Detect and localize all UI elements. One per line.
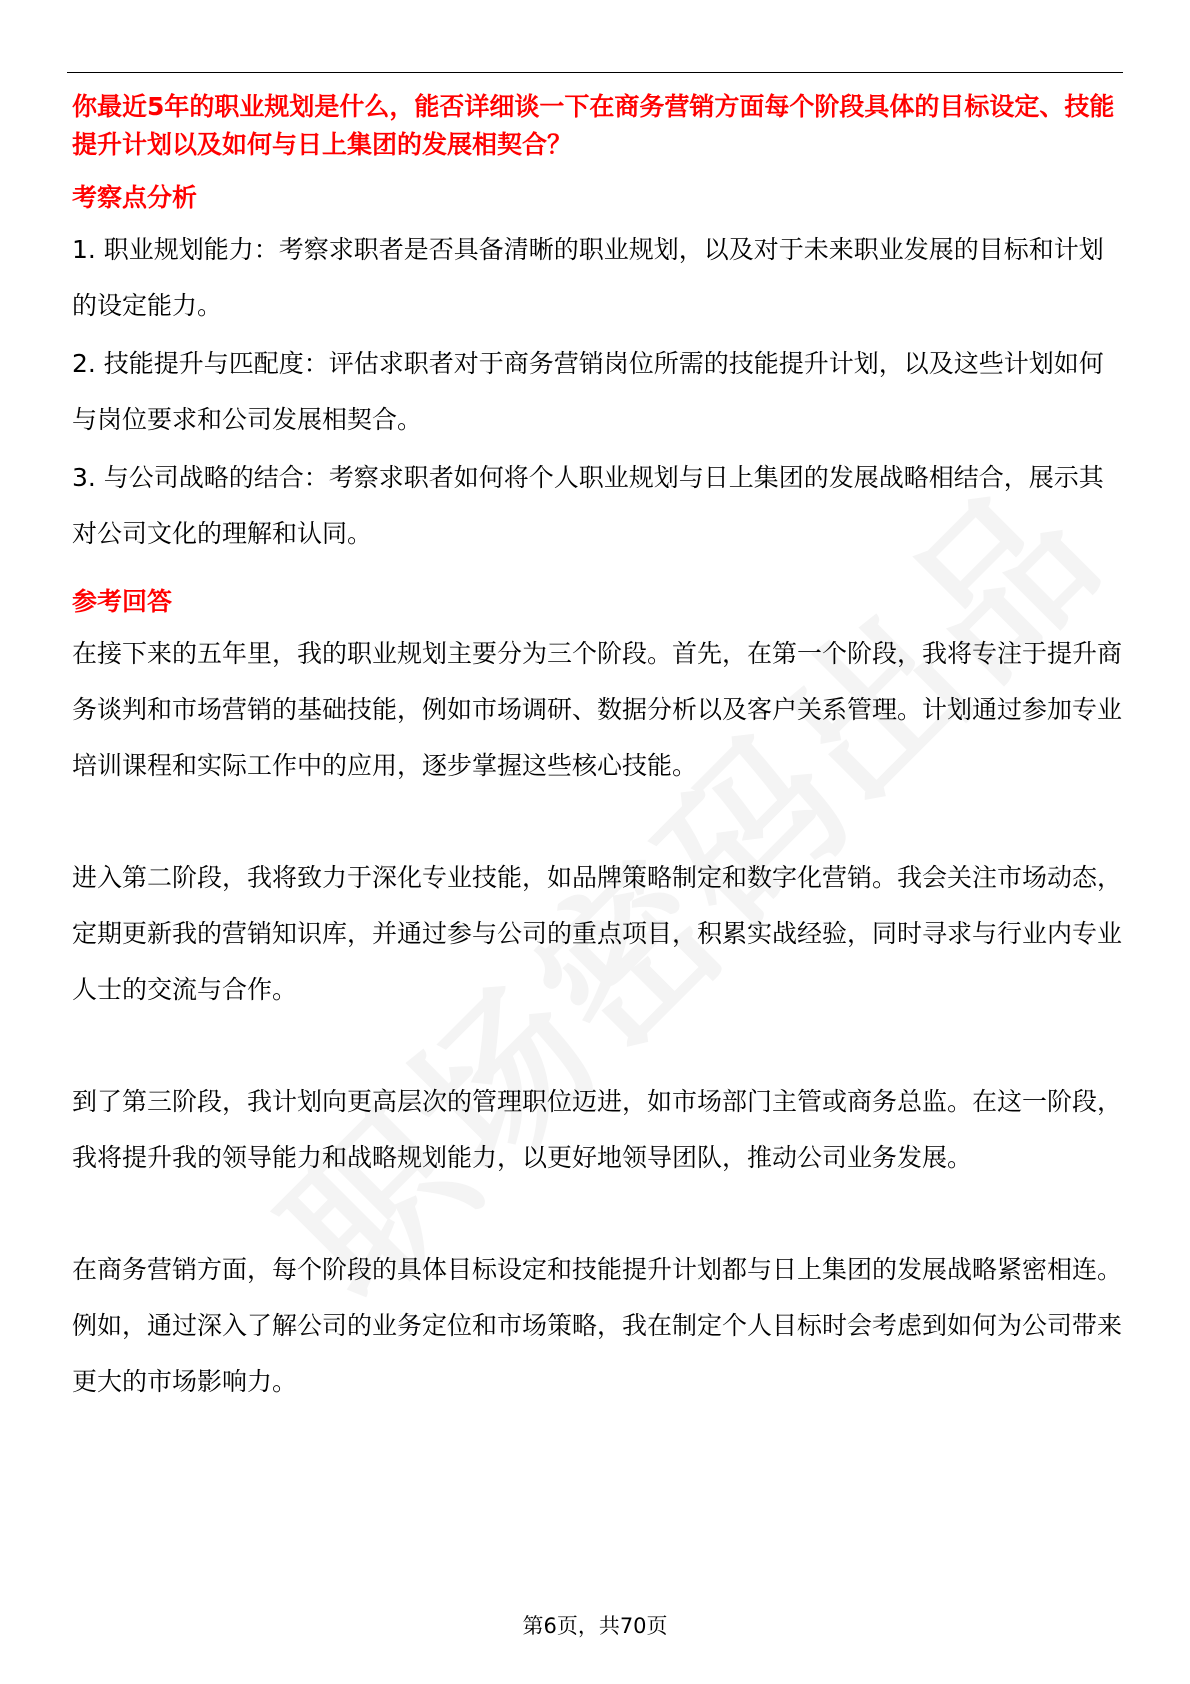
analysis-list [72,222,1122,562]
analysis-section [72,178,1122,562]
answer-paragraph: 到了第三阶段，我计划向更高层次的管理职位迈进，如市场部门主管或商务总监。在这一阶段，我将提升我的领导能力和战略规划能力，以更好地领导团队，推动公司业务发展。 [72,1087,1123,1172]
analysis-item: 3. 与公司战略的结合：考察求职者如何将个人职业规划与日上集团的发展战略相结合，展示其对公司文化的理解和认同。 [72,463,1104,548]
answer-paragraph: 进入第二阶段，我将致力于深化专业技能，如品牌策略制定和数字化营销。我会关注市场动态，定期更新我的营销知识库，并通过参与公司的重点项目，积累实战经验，同时寻求与行业内专业人士的交流与合作。 [72,863,1123,1004]
page-content [72,88,1122,1410]
answer-section [72,582,1122,1410]
analysis-item: 2. 技能提升与匹配度：评估求职者对于商务营销岗位所需的技能提升计划，以及这些计划如何与岗位要求和公司发展相契合。 [72,349,1104,434]
question-heading: 你最近5年的职业规划是什么，能否详细谈一下在商务营销方面每个阶段具体的目标设定、技能提升计划以及如何与日上集团的发展相契合？ [72,92,1115,159]
answer-title: 参考回答 [72,587,173,616]
analysis-title: 考察点分析 [72,183,198,212]
answer-body [72,626,1122,1410]
answer-paragraph: 在接下来的五年里，我的职业规划主要分为三个阶段。首先，在第一个阶段，我将专注于提升商务谈判和市场营销的基础技能，例如市场调研、数据分析以及客户关系管理。计划通过参加专业培训课程和实际工作中的应用，逐步掌握这些核心技能。 [72,639,1123,780]
answer-paragraph: 在商务营销方面，每个阶段的具体目标设定和技能提升计划都与日上集团的发展战略紧密相连。例如，通过深入了解公司的业务定位和市场策略，我在制定个人目标时会考虑到如何为公司带来更大的市场影响力。 [72,1255,1123,1396]
analysis-item: 1. 职业规划能力：考察求职者是否具备清晰的职业规划，以及对于未来职业发展的目标和计划的设定能力。 [72,235,1104,320]
page-number: 第6页，共70页 [522,1614,668,1638]
header-divider [67,72,1123,73]
